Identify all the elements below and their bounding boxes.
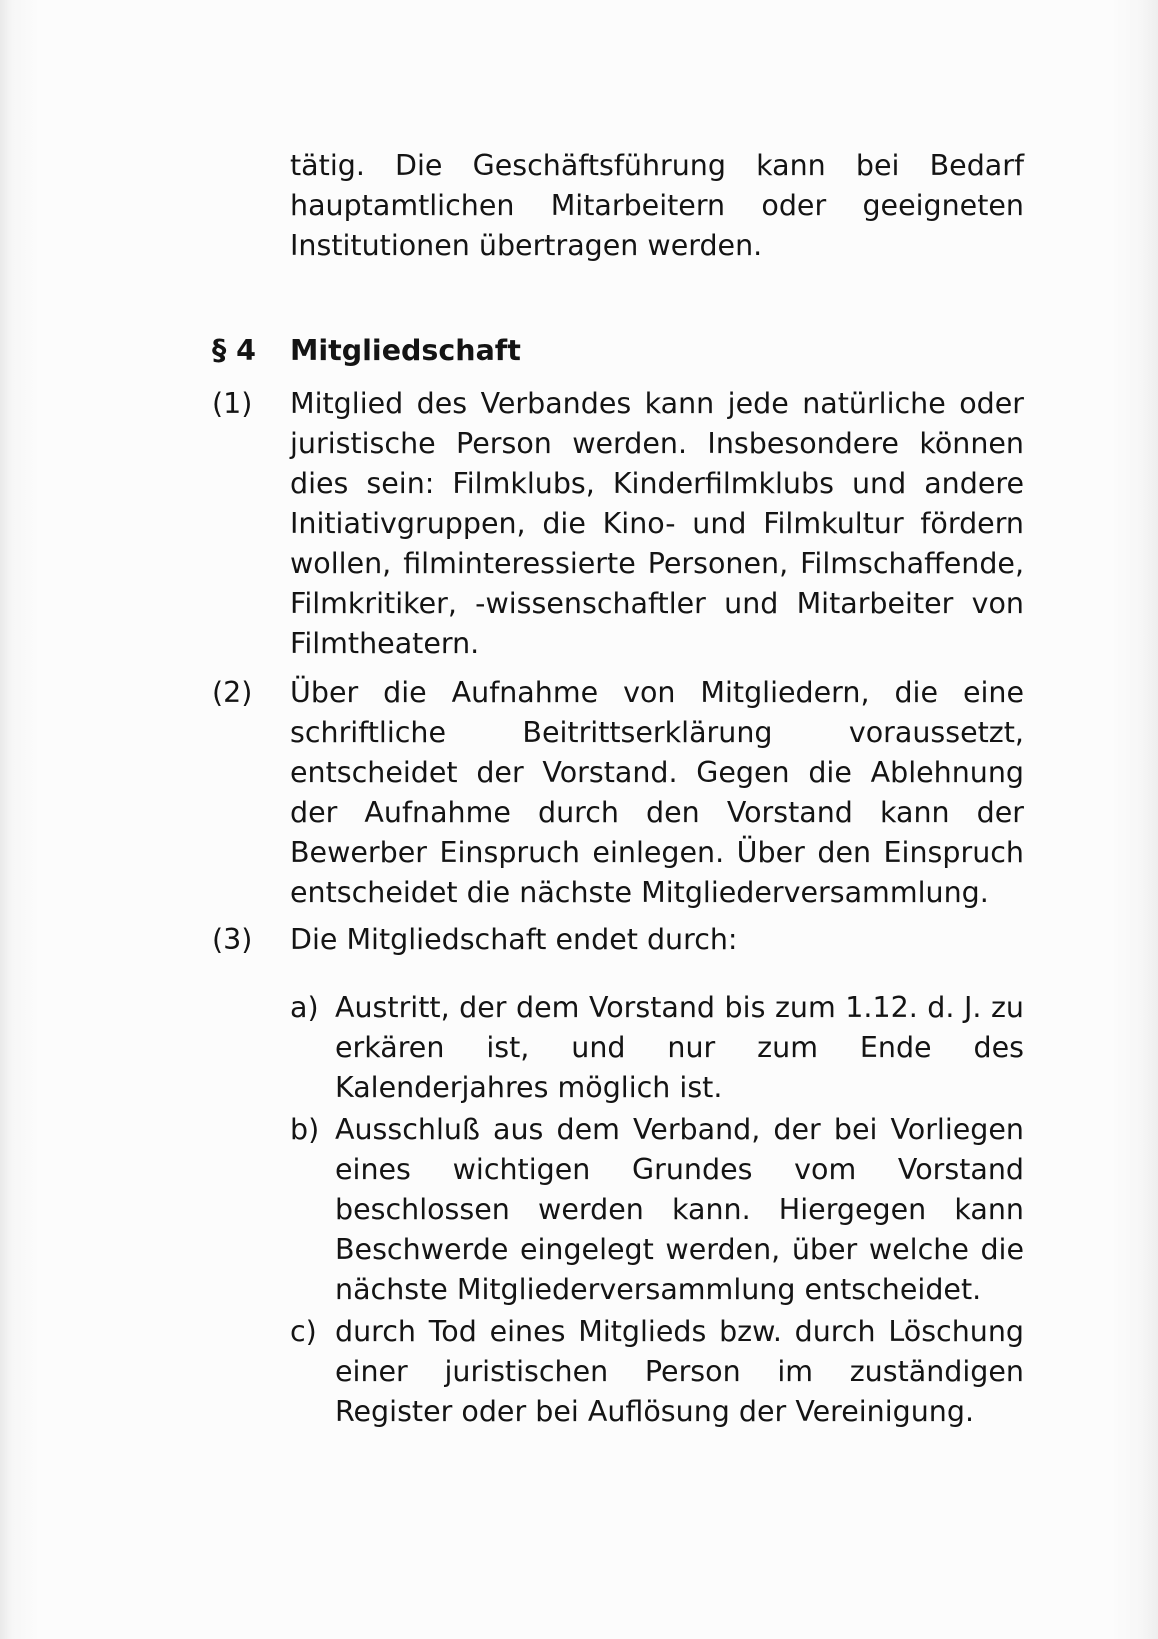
paragraph-text: Mitglied des Verbandes kann jede natürliche oder juristische Person werden. Insbesondere können dies sein: Filmklubs, Kinderfilmklubs und andere Initiativgruppen, die Kino- und Filmkultur fördern wollen, filminteressierte Personen, Filmschaffende, Filmkritiker, -wissenschaftler und Mitarbeiter von Filmtheatern. [290,387,1024,660]
paragraph-number: (2) [212,676,253,709]
intro-paragraph: tätig. Die Geschäftsführung kann bei Bedarf hauptamtlichen Mitarbeitern oder geeigneten Institutionen übertragen werden. [290,149,1024,262]
list-item-text: Ausschluß aus dem Verband, der bei Vorliegen eines wichtigen Grundes vom Vorstand beschlossen werden kann. Hiergegen kann Beschwerde eingelegt werden, über welche die nächste Mitgliederversammlung entscheidet. [335,1113,1024,1306]
paragraph-text: Über die Aufnahme von Mitgliedern, die eine schriftliche Beitrittserklärung voraussetzt, entscheidet der Vorstand. Gegen die Ablehnung der Aufnahme durch den Vorstand kann der Bewerber Einspruch einlegen. Über den Einspruch entscheidet die nächste Mitgliederversammlung. [290,676,1024,909]
section-number: § 4 [212,334,257,367]
paragraph-number: (3) [212,923,253,956]
list-item-letter: b) [290,1113,320,1146]
list-item-text: durch Tod eines Mitglieds bzw. durch Löschung einer juristischen Person im zuständigen Register oder bei Auflösung der Vereinigung. [335,1315,1024,1428]
list-item-letter: a) [290,991,319,1024]
section-title: Mitgliedschaft [290,334,521,367]
paragraph-text: Die Mitgliedschaft endet durch: [290,923,738,956]
paragraph-number: (1) [212,387,253,420]
list-item-letter: c) [290,1315,317,1348]
list-item-text: Austritt, der dem Vorstand bis zum 1.12. d. J. zu erkären ist, und nur zum Ende des Kalenderjahres möglich ist. [335,991,1024,1104]
